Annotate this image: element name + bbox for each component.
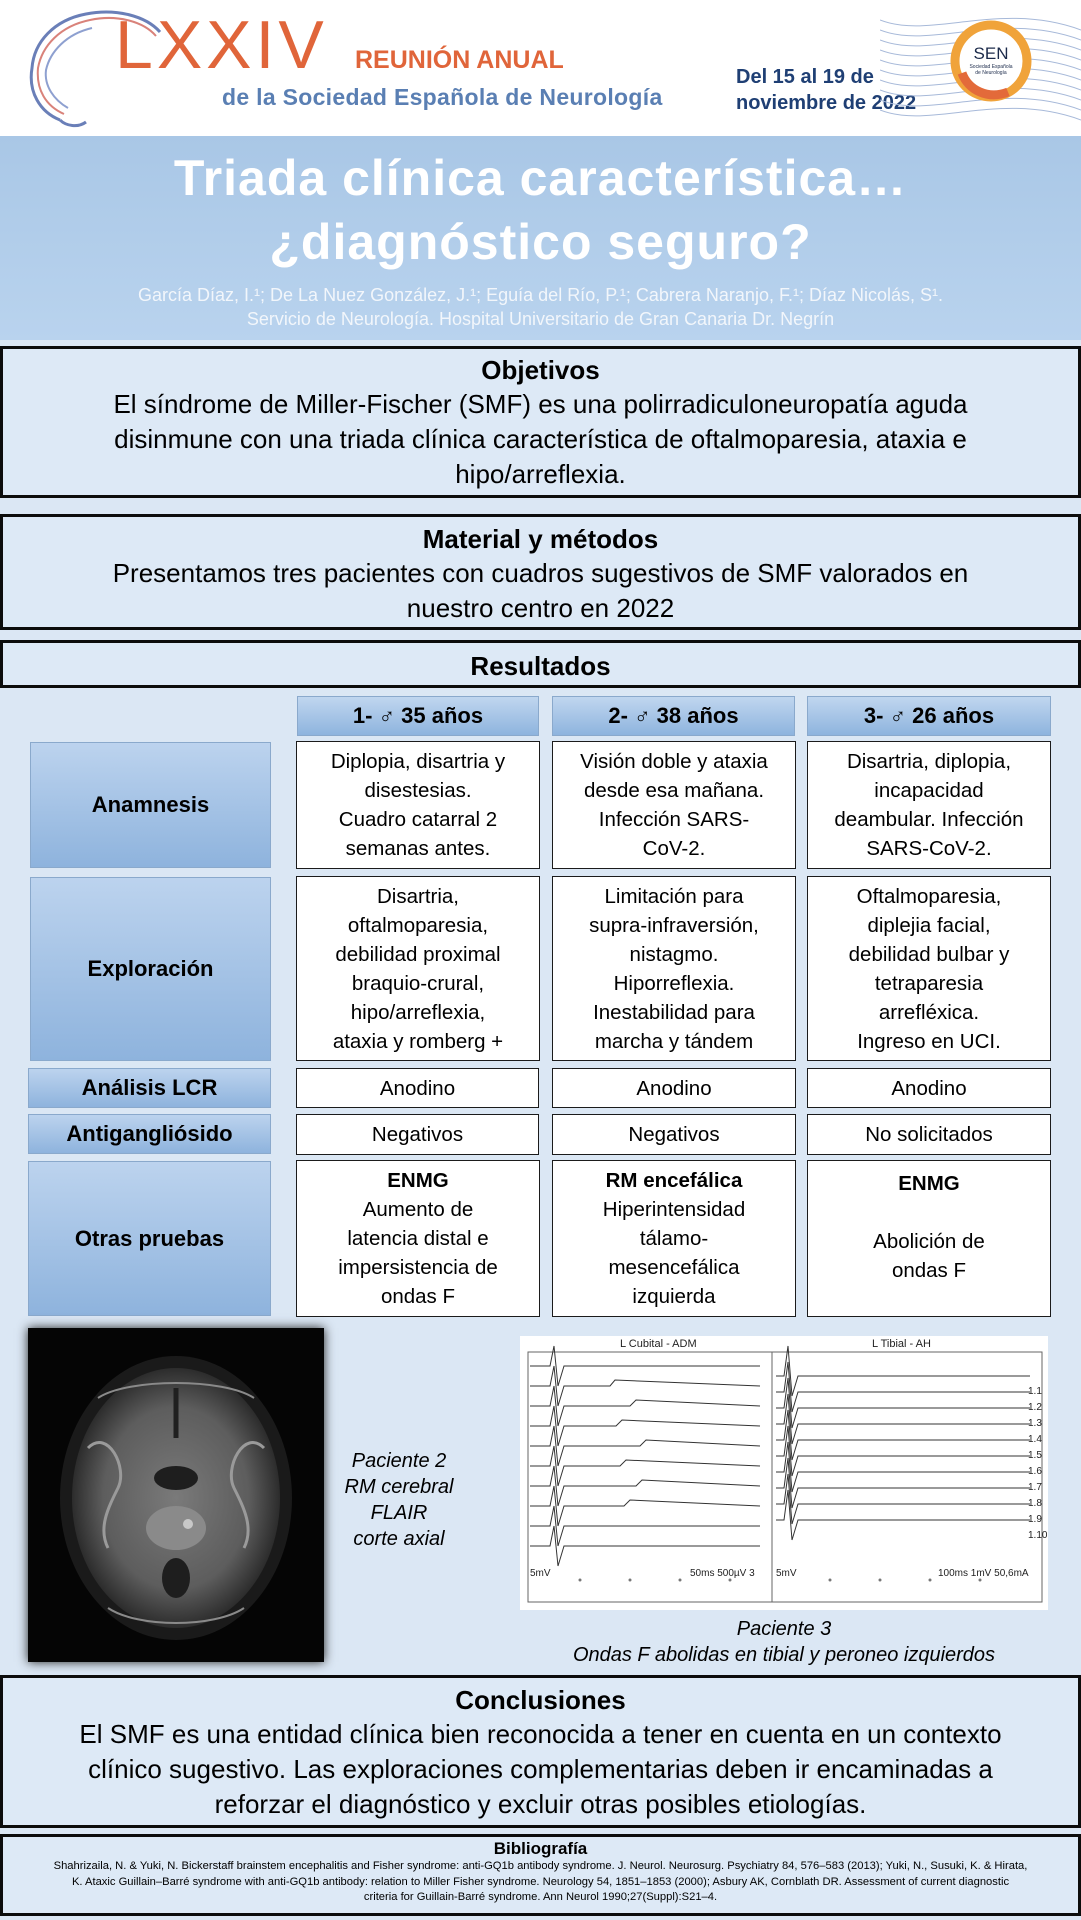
conclusiones-heading: Conclusiones [455,1685,626,1715]
emg-right-title: L Tibial - AH [872,1338,931,1350]
cell-line: Infección SARS- [598,808,750,831]
title-line-1: Triada clínica característica… [173,150,908,206]
anamnesis-cell-3 [807,741,1051,869]
caption-line: FLAIR [370,1502,428,1524]
emg-left-scale: 5mV [530,1568,551,1579]
bibliografia-line: criteria for Guillain-Barré syndrome. Ann Neurol 1990;27(Suppl):S21–4. [363,1891,718,1903]
cell-line: Hiporreflexia. [613,971,735,995]
lcr-cell-3: Anodino [807,1068,1051,1108]
cell-line: Abolición de [873,1230,985,1253]
trace-label: 1.7 [1028,1482,1042,1493]
trace-label: 1.2 [1028,1402,1042,1413]
otras-pruebas-cell-3 [807,1160,1051,1317]
cell-line: arrefléxica. [878,1000,980,1024]
anamnesis-cell-2 [552,741,796,869]
cell-line: desde esa mañana. [583,779,765,802]
cell-bold-heading: ENMG [387,1169,449,1192]
cell-line: Ingreso en UCI. [857,1029,1001,1053]
authors-block [0,283,1081,331]
cell-line: Inestabilidad para [593,1000,755,1024]
trace-label: 1.4 [1028,1434,1042,1445]
objetivos-line: El síndrome de Miller-Fischer (SMF) es una polirradiculoneuropatía aguda [113,389,968,419]
cell-line: incapacidad [874,779,984,802]
title-line-2: ¿diagnóstico seguro? [269,214,812,270]
objetivos-line: disinmune con una triada clínica característica de oftalmoparesia, ataxia e [114,424,967,454]
cell-line: CoV-2. [642,837,706,860]
cell-line: nistagmo. [629,942,719,966]
metodos-line: Presentamos tres pacientes con cuadros sugestivos de SMF valorados en [112,558,969,588]
metodos-line: nuestro centro en 2022 [406,593,675,623]
mri-image [28,1328,324,1662]
antigangliosido-cell-2: Negativos [552,1114,796,1155]
conclusiones-line: reforzar el diagnóstico y excluir otras posibles etiologías. [214,1789,867,1819]
trace-label: 1.6 [1028,1466,1042,1477]
cell-line: Disartria, diplopia, [846,750,1012,773]
cell-line: diplejia facial, [867,913,991,937]
cell-line: SARS-CoV-2. [866,837,992,860]
cell-line: supra-infraversión, [589,913,759,937]
cell-line: ondas F [380,1285,456,1308]
objetivos-line: hipo/arreflexia. [455,459,626,489]
caption-line: Paciente 3 [736,1618,832,1640]
metodos-section [0,514,1081,630]
exploracion-cell-2 [552,876,796,1061]
bibliografia-line: K. Ataxic Guillain–Barré syndrome with anti-GQ1b antibody: relation to Miller Fisher syndrome. Neurology 54, 1851–1853 (2000); Asbury AK, Cornblath DR. Assessment of current diagnostic [71,1875,1010,1888]
dates-line-2: noviembre de 2022 [736,92,917,114]
resultados-heading: Resultados [470,651,611,681]
conclusiones-text [3,1717,1078,1822]
cell-line: ataxia y romberg + [332,1029,504,1053]
trace-label: 1.10 [1028,1530,1048,1541]
emg-caption [520,1616,1048,1668]
cell-line: Disartria, [376,884,459,908]
trace-label: 1.9 [1028,1514,1042,1525]
row-label-lcr: Análisis LCR [28,1068,271,1108]
emg-right-scale: 5mV [776,1568,797,1579]
lcr-cell-2: Anodino [552,1068,796,1108]
cell-line: braquio-crural, [351,971,485,995]
cell-line: latencia distal e [347,1227,489,1250]
row-label-anamnesis: Anamnesis [30,742,271,868]
otras-pruebas-cell-1 [296,1160,540,1317]
cell-line: Visión doble y ataxia [580,750,768,773]
cell-line: tálamo- [639,1227,709,1250]
poster-title [0,146,1081,274]
sen-logo-text: SEN [973,44,1009,63]
caption-line: RM cerebral [344,1476,454,1498]
cell-line: debilidad bulbar y [848,942,1010,966]
cell-bold-heading: ENMG [898,1172,960,1195]
objetivos-section [0,346,1081,498]
cell-line: Hiperintensidad [602,1198,746,1221]
objetivos-text [3,387,1078,492]
row-label-exploracion: Exploración [30,877,271,1061]
sen-logo [948,18,1034,104]
conclusiones-line: clínico sugestivo. Las exploraciones complementarias deben ir encaminadas a [88,1754,993,1784]
metodos-heading: Material y métodos [422,524,659,554]
meeting-title: REUNIÓN ANUAL [355,46,564,74]
trace-label: 1.3 [1028,1418,1042,1429]
emg-left-title: L Cubital - ADM [620,1338,697,1350]
caption-line: Paciente 2 [351,1450,447,1472]
emg-trace-labels [1028,1384,1047,1544]
society-name: de la Sociedad Española de Neurología [222,84,663,110]
cell-line: hipo/arreflexia, [350,1000,486,1024]
cell-line: oftalmoparesia, [347,913,489,937]
cell-line: izquierda [632,1285,716,1308]
cell-line: Oftalmoparesia, [856,884,1002,908]
antigangliosido-cell-1: Negativos [296,1114,539,1155]
antigangliosido-cell-3: No solicitados [807,1114,1051,1155]
conclusiones-section [0,1675,1081,1828]
cell-line: semanas antes. [345,837,491,860]
trace-label: 1.1 [1028,1386,1042,1397]
brain-mri-icon [28,1328,324,1662]
trace-label: 1.8 [1028,1498,1042,1509]
otras-pruebas-cell-2 [552,1160,796,1317]
cell-line: ondas F [891,1259,967,1282]
row-label-otras-pruebas: Otras pruebas [28,1161,271,1316]
cell-line: Limitación para [604,884,744,908]
trace-label: 1.5 [1028,1450,1042,1461]
patient-header-3: 3- ♂ 26 años [807,696,1051,736]
header-banner [0,0,1081,136]
cell-line: mesencefálica [608,1256,740,1279]
bibliografia-section [0,1834,1081,1916]
cell-line: disestesias. [364,779,472,802]
exploracion-cell-1 [296,876,540,1061]
cell-line: impersistencia de [338,1256,498,1279]
patient-header-2: 2- ♂ 38 años [552,696,795,736]
metodos-text [3,556,1078,626]
bibliografia-text [11,1859,1070,1906]
cell-line: deambular. Infección [834,808,1024,831]
cell-bold-heading: RM encefálica [605,1169,743,1192]
row-label-antigangliosido: Antigangliósido [28,1114,271,1154]
cell-line: tetraparesia [874,971,984,995]
affiliation: Servicio de Neurología. Hospital Universitario de Gran Canaria Dr. Negrín [246,309,835,329]
objetivos-heading: Objetivos [481,355,600,385]
caption-line: Ondas F abolidas en tibial y peroneo izquierdos [572,1644,996,1666]
mri-caption [324,1448,474,1552]
anamnesis-cell-1 [296,741,540,869]
cell-line: Aumento de [362,1198,474,1221]
emg-right-timebase: 100ms 1mV 50,6mA [938,1568,1029,1579]
cell-line: Diplopia, disartria y [330,750,506,773]
emg-left-timebase: 50ms 500µV 3 [690,1568,755,1579]
cell-line: marcha y tándem [594,1029,754,1053]
lcr-cell-1: Anodino [296,1068,539,1108]
bibliografia-heading: Bibliografía [493,1839,588,1858]
edition-number: LXXIV [115,7,328,83]
emg-image [520,1336,1048,1610]
cell-line: debilidad proximal [335,942,501,966]
sen-logo-subtext: Sociedad Española de Neurología [969,64,1013,76]
caption-line: corte axial [353,1528,445,1550]
patient-header-1: 1- ♂ 35 años [297,696,539,736]
conclusiones-line: El SMF es una entidad clínica bien reconocida a tener en cuenta en un contexto [79,1719,1002,1749]
resultados-header [0,640,1081,688]
cell-line: Cuadro catarral 2 [338,808,498,831]
exploracion-cell-3 [807,876,1051,1061]
bibliografia-line: Shahrizaila, N. & Yuki, N. Bickerstaff brainstem encephalitis and Fisher syndrome: anti-GQ1b antibody syndrome. J. Neurol. Neurosurg. Psychiatry 84, 576–583 (2013); Yuki, N., Susuki, K. & Hirata, [53,1860,1028,1872]
dates-line-1: Del 15 al 19 de [736,66,874,88]
authors: García Díaz, I.¹; De La Nuez González, J.¹; Eguía del Río, P.¹; Cabrera Naranjo, F.¹; Díaz Nicolás, S¹. [138,285,943,305]
